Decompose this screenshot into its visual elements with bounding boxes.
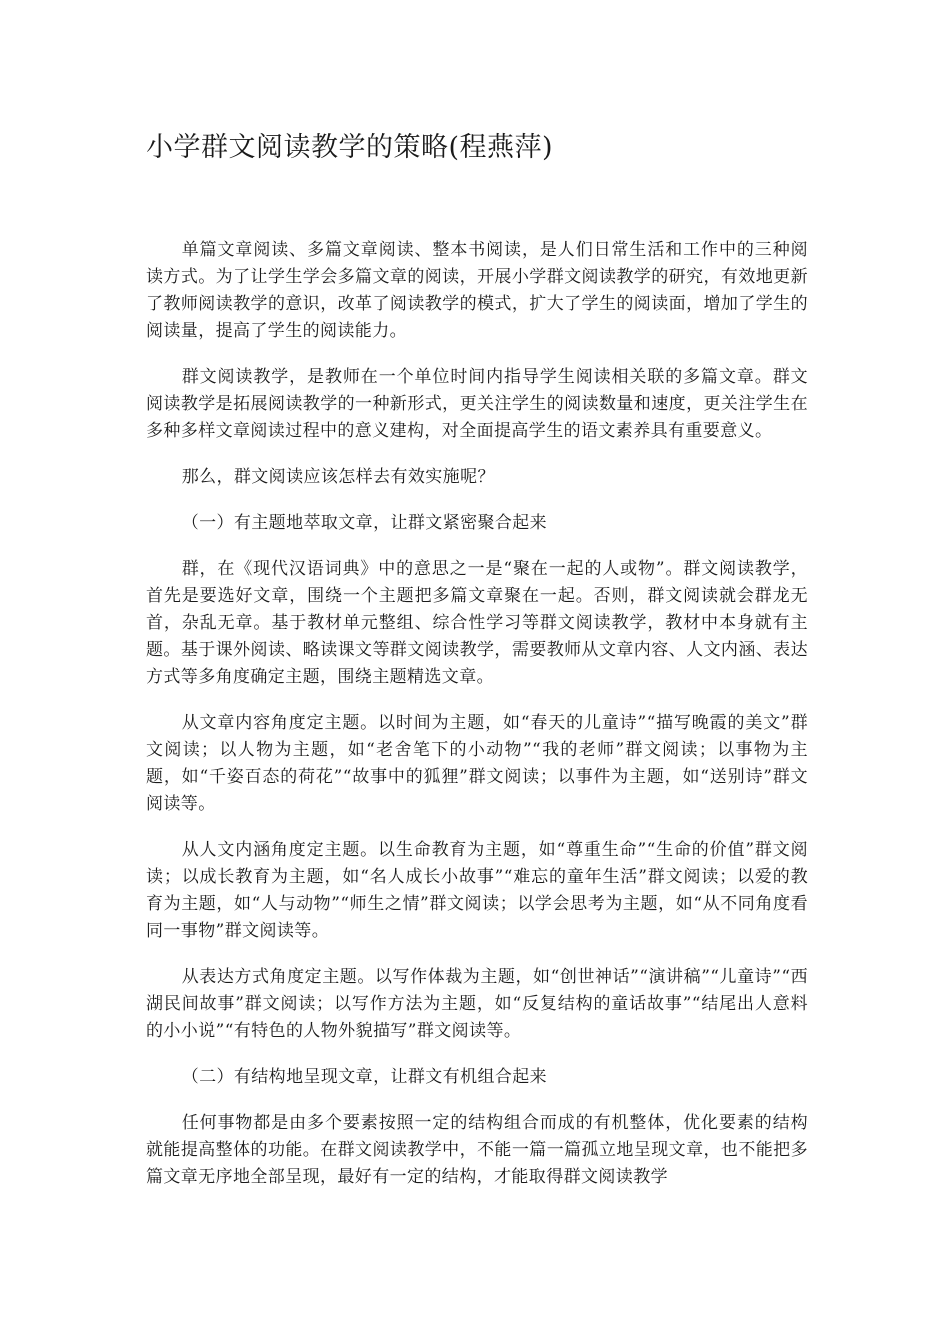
paragraph-content-theme: 从文章内容角度定主题。以时间为主题，如“春天的儿童诗”“描写晚霞的美文”群文阅读；以人物为主题，如“老舍笔下的小动物”“我的老师”群文阅读；以事物为主题，如“千姿百态的荷花”“故事中的狐狸”群文阅读；以事件为主题，如“送别诗”群文阅读等。 xyxy=(146,713,808,814)
paragraph-theme-selection: 群，在《现代汉语词典》中的意思之一是“聚在一起的人或物”。群文阅读教学，首先是要选好文章，围绕一个主题把多篇文章聚在一起。否则，群文阅读就会群龙无首，杂乱无章。基于教材单元整组、综合性学习等群文阅读教学，教材中本身就有主题。基于课外阅读、略读课文等群文阅读教学，需要教师从文章内容、人文内涵、表达方式等多角度确定主题，围绕主题精选文章。 xyxy=(146,559,808,687)
paragraph-structure: 任何事物都是由多个要素按照一定的结构组合而成的有机整体，优化要素的结构就能提高整体的功能。在群文阅读教学中，不能一篇一篇孤立地呈现文章，也不能把多篇文章无序地全部呈现，最好有一定的结构，才能取得群文阅读教学 xyxy=(146,1113,808,1187)
paragraph-expression-theme: 从表达方式角度定主题。以写作体裁为主题，如“创世神话”“演讲稿”“儿童诗”“西湖民间故事”群文阅读；以写作方法为主题，如“反复结构的童话故事”“结尾出人意料的小小说”“有特色的人物外貌描写”群文阅读等。 xyxy=(146,967,808,1041)
section-heading-1: （一）有主题地萃取文章，让群文紧密聚合起来 xyxy=(181,513,548,533)
paragraph-definition: 群文阅读教学，是教师在一个单位时间内指导学生阅读相关联的多篇文章。群文阅读教学是拓展阅读教学的一种新形式，更关注学生的阅读数量和速度，更关注学生在多种多样文章阅读过程中的意义建构，对全面提高学生的语文素养具有重要意义。 xyxy=(146,367,808,441)
paragraph-intro: 单篇文章阅读、多篇文章阅读、整本书阅读，是人们日常生活和工作中的三种阅读方式。为了让学生学会多篇文章的阅读，开展小学群文阅读教学的研究，有效地更新了教师阅读教学的意识，改革了阅读教学的模式，扩大了学生的阅读面，增加了学生的阅读量，提高了学生的阅读能力。 xyxy=(146,240,808,341)
section-heading-2: （二）有结构地呈现文章，让群文有机组合起来 xyxy=(181,1067,548,1087)
paragraph-question: 那么，群文阅读应该怎样去有效实施呢？ xyxy=(181,467,495,487)
paragraph-humanistic-theme: 从人文内涵角度定主题。以生命教育为主题，如“尊重生命”“生命的价值”群文阅读；以成长教育为主题，如“名人成长小故事”“难忘的童年生活”群文阅读；以爱的教育为主题，如“人与动物”“师生之情”群文阅读；以学会思考为主题，如“从不同角度看同一事物”群文阅读等。 xyxy=(146,840,808,941)
document-body xyxy=(146,237,808,1191)
document-title: 小学群文阅读教学的策略(程燕萍) xyxy=(146,132,554,163)
